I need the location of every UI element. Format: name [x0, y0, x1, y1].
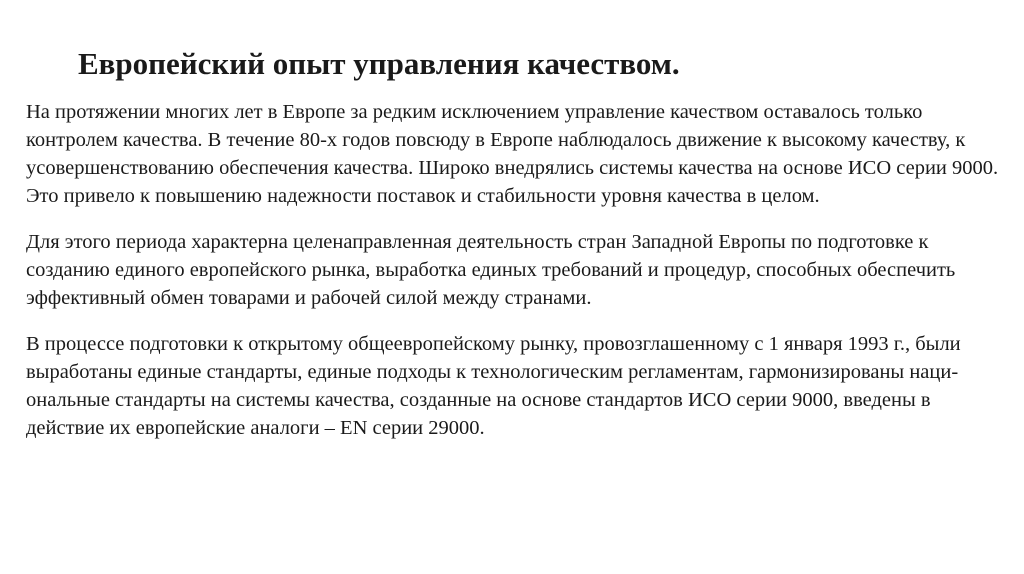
slide-title: Европейский опыт управления качеством.: [78, 46, 680, 81]
paragraph-1: На протяжении многих лет в Европе за редким исключением управление качеством оставалось только контролем качества. В течение 80-х годов повсюду в Европе наблюдалось движение к высокому качеству, к усовершенствованию обеспечения качества. Широко внедрялись системы качества на основе ИСО серии 9000. Это привело к повышению надежности поставок и стабильности уровня качества в целом.: [26, 101, 999, 207]
paragraph-3: В процессе подготовки к открытому общеевропейскому рынку, провозглашенному с 1 января 1993 г., были выработаны единые стандарты, единые подходы к технологическим регламентам, гармонизированы наци- ональные стандарты на системы качества, созданные на основе стандартов ИСО серии 9000, введены в действие их европейские аналоги – EN серии 29000.: [26, 333, 961, 439]
paragraph-2: Для этого периода характерна целенаправленная деятельность стран Западной Европы по подготовке к созданию единого европейского рынка, выработка единых требований и процедур, способных обеспечить эффективный обмен товарами и рабочей силой между странами.: [26, 231, 956, 309]
slide-body: [26, 98, 1006, 460]
